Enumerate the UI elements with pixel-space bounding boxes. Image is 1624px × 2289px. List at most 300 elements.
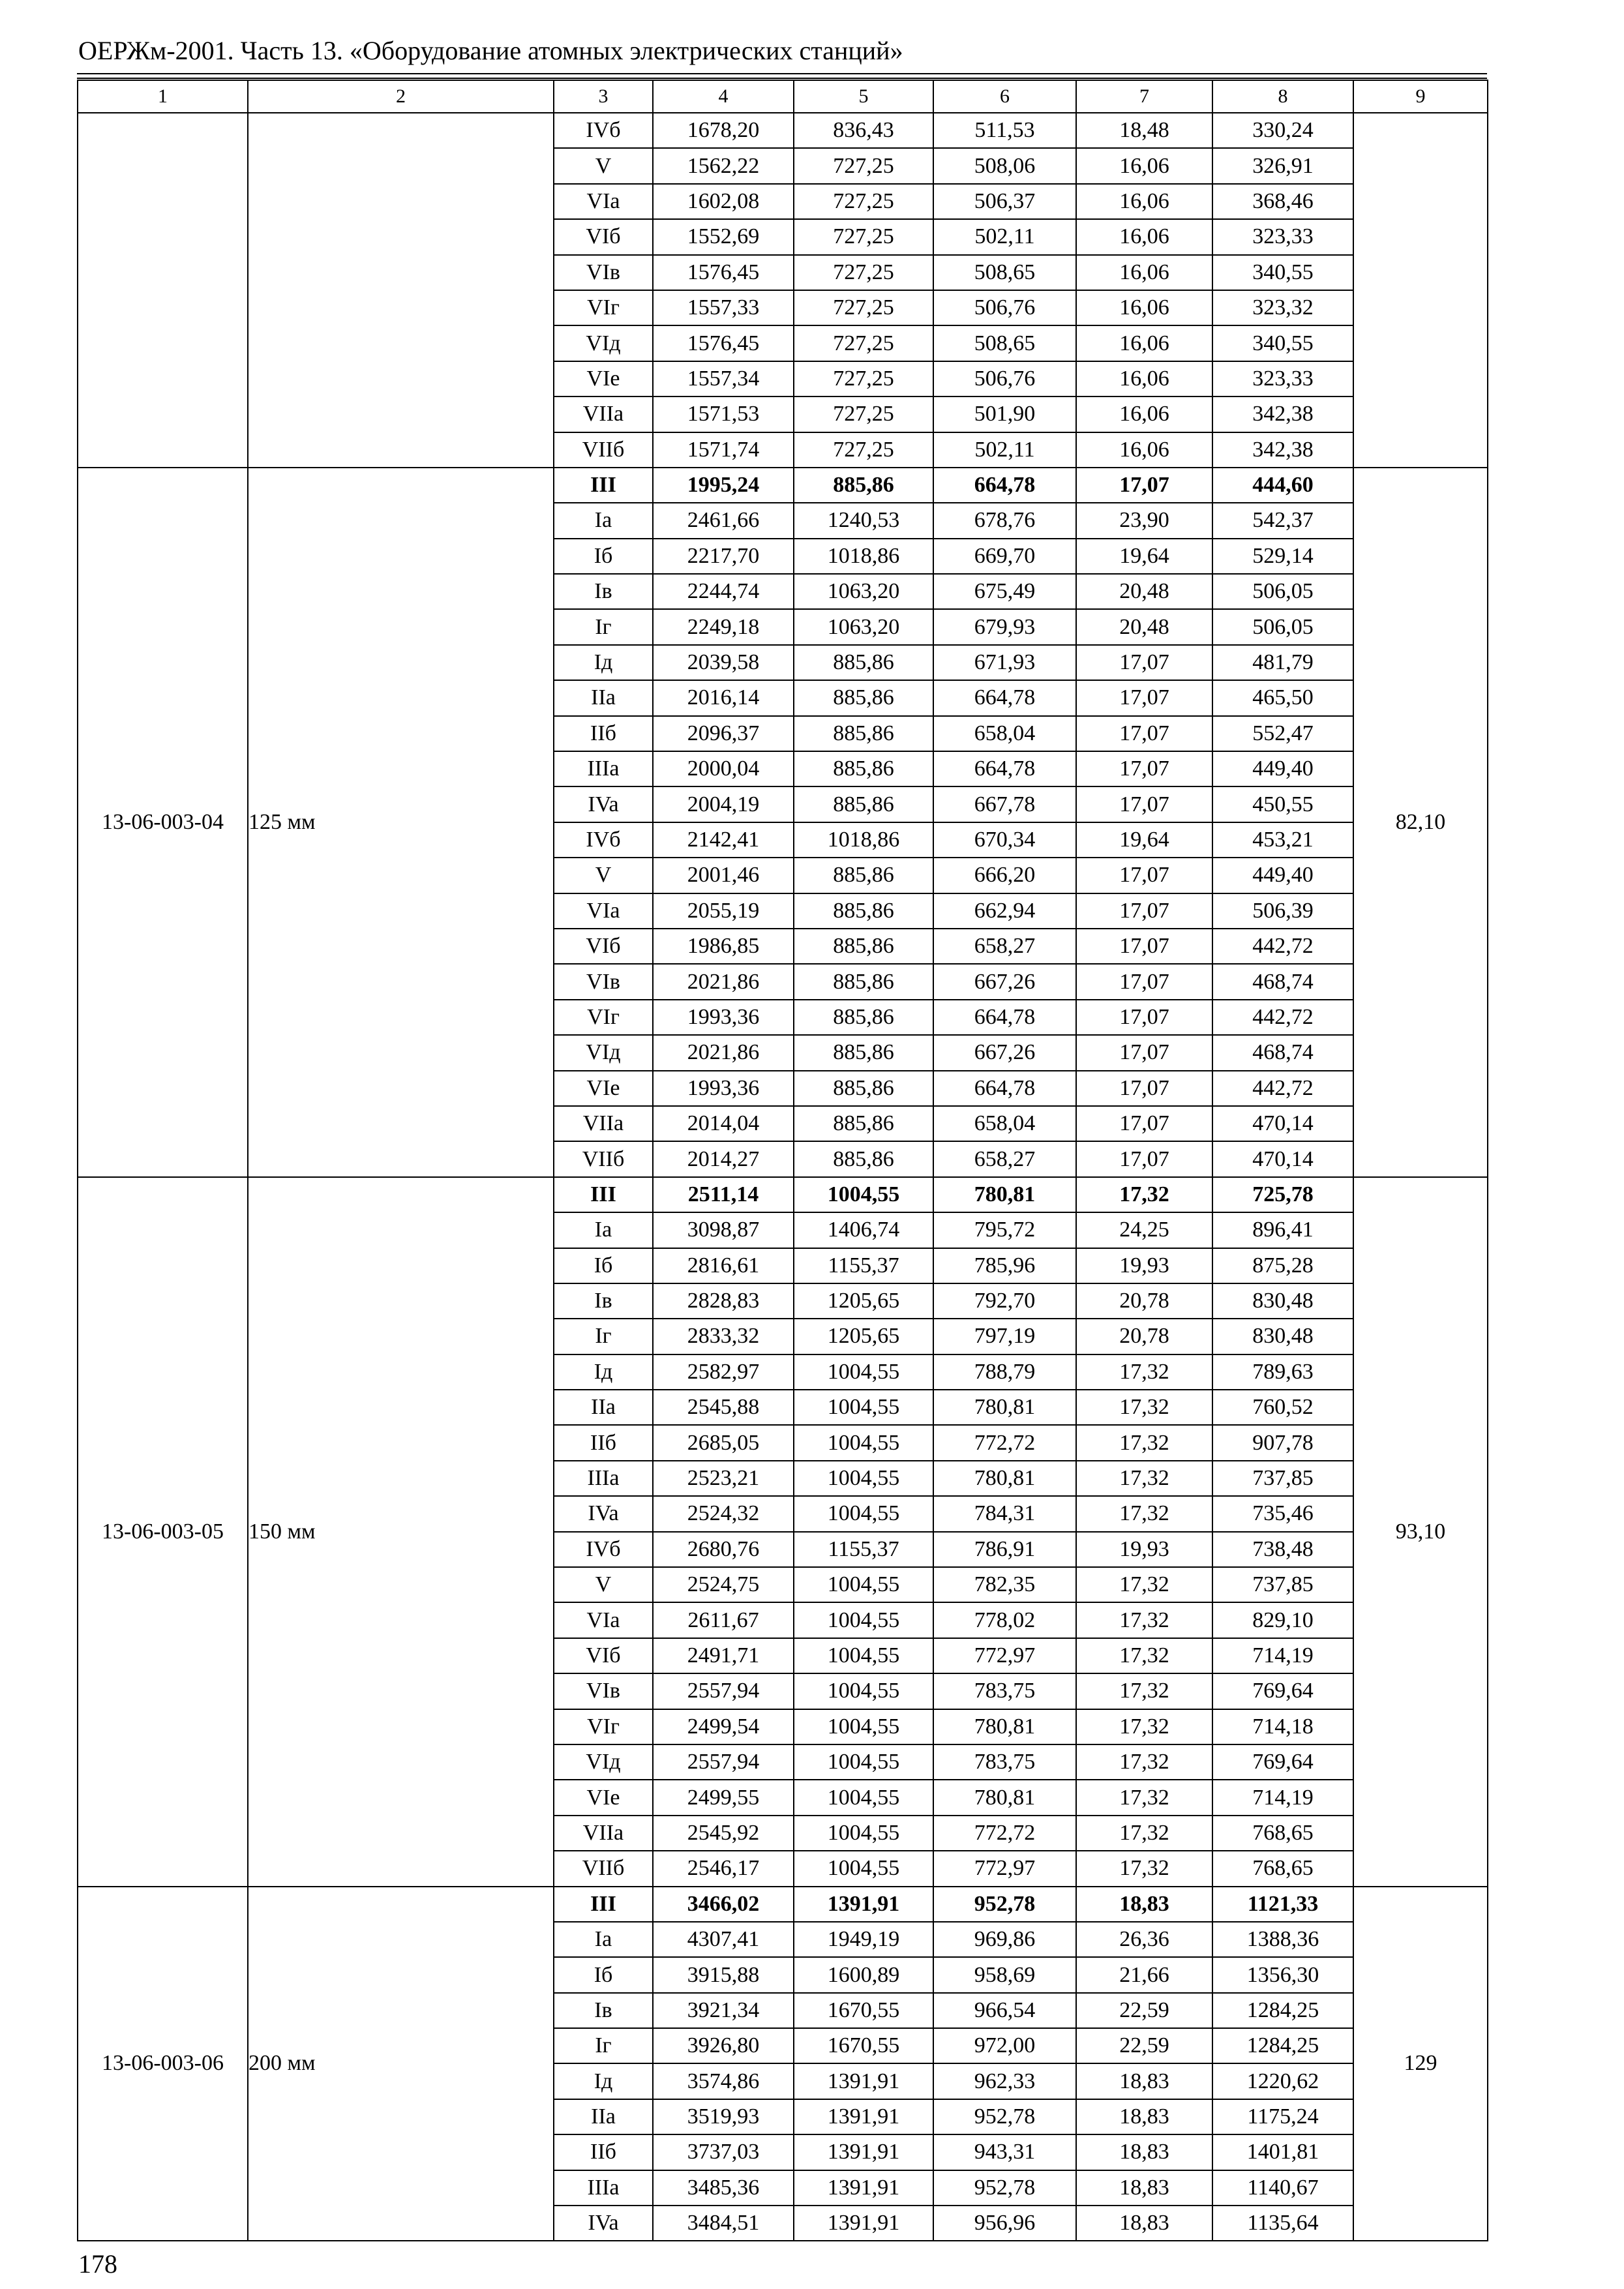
value-cell-col7: 16,06 bbox=[1076, 325, 1212, 361]
value-cell-col4: 1562,22 bbox=[653, 148, 794, 183]
value-cell-col6: 952,78 bbox=[933, 2170, 1076, 2206]
value-cell-col6: 658,04 bbox=[933, 716, 1076, 751]
value-cell-col8: 552,47 bbox=[1212, 716, 1353, 751]
value-cell-col6: 780,81 bbox=[933, 1461, 1076, 1496]
value-cell-col4: 1571,53 bbox=[653, 396, 794, 432]
value-cell-col6: 772,72 bbox=[933, 1816, 1076, 1851]
value-cell-col5: 1205,65 bbox=[794, 1319, 933, 1354]
value-cell-col7: 17,32 bbox=[1076, 1673, 1212, 1709]
zone-cell: IVб bbox=[554, 822, 653, 858]
value-cell-col8: 506,05 bbox=[1212, 574, 1353, 609]
value-cell-col4: 2545,88 bbox=[653, 1390, 794, 1425]
value-cell-col7: 17,07 bbox=[1076, 858, 1212, 893]
value-cell-col6: 772,72 bbox=[933, 1425, 1076, 1460]
value-cell-col4: 2055,19 bbox=[653, 893, 794, 929]
zone-cell: VIIa bbox=[554, 1106, 653, 1141]
value-cell-col6: 667,26 bbox=[933, 964, 1076, 999]
value-cell-col6: 671,93 bbox=[933, 645, 1076, 680]
value-cell-col7: 18,83 bbox=[1076, 2206, 1212, 2241]
value-cell-col4: 3485,36 bbox=[653, 2170, 794, 2206]
value-cell-col4: 2546,17 bbox=[653, 1851, 794, 1886]
value-cell-col5: 1391,91 bbox=[794, 2206, 933, 2241]
value-cell-col6: 506,76 bbox=[933, 290, 1076, 325]
value-cell-col8: 368,46 bbox=[1212, 184, 1353, 219]
value-cell-col4: 2685,05 bbox=[653, 1425, 794, 1460]
value-cell-col7: 17,32 bbox=[1076, 1177, 1212, 1212]
value-cell-col6: 664,78 bbox=[933, 751, 1076, 786]
value-cell-col8: 769,64 bbox=[1212, 1673, 1353, 1709]
zone-cell: IIIa bbox=[554, 751, 653, 786]
value-cell-col6: 511,53 bbox=[933, 113, 1076, 148]
value-cell-col8: 450,55 bbox=[1212, 786, 1353, 822]
zone-cell: VIe bbox=[554, 361, 653, 396]
value-cell-col7: 16,06 bbox=[1076, 432, 1212, 468]
value-cell-col4: 2016,14 bbox=[653, 680, 794, 715]
zone-cell: Iд bbox=[554, 645, 653, 680]
rate-code-cell: 13-06-003-04 bbox=[78, 468, 248, 1177]
value-cell-col6: 508,65 bbox=[933, 255, 1076, 290]
col9-value-cell: 129 bbox=[1353, 1887, 1488, 2241]
value-cell-col4: 2833,32 bbox=[653, 1319, 794, 1354]
value-cell-col8: 768,65 bbox=[1212, 1851, 1353, 1886]
value-cell-col7: 19,93 bbox=[1076, 1532, 1212, 1567]
value-cell-col7: 17,07 bbox=[1076, 645, 1212, 680]
value-cell-col7: 17,32 bbox=[1076, 1496, 1212, 1531]
zone-cell: IVб bbox=[554, 1532, 653, 1567]
value-cell-col6: 956,96 bbox=[933, 2206, 1076, 2241]
value-cell-col4: 2545,92 bbox=[653, 1816, 794, 1851]
value-cell-col7: 17,32 bbox=[1076, 1816, 1212, 1851]
zone-cell: Ia bbox=[554, 1922, 653, 1957]
value-cell-col5: 1155,37 bbox=[794, 1532, 933, 1567]
value-cell-col8: 529,14 bbox=[1212, 539, 1353, 574]
value-cell-col5: 1004,55 bbox=[794, 1638, 933, 1673]
value-cell-col6: 782,35 bbox=[933, 1567, 1076, 1602]
value-cell-col8: 449,40 bbox=[1212, 858, 1353, 893]
value-cell-col6: 664,78 bbox=[933, 468, 1076, 503]
value-cell-col5: 1240,53 bbox=[794, 503, 933, 538]
zone-cell: III bbox=[554, 468, 653, 503]
value-cell-col5: 1004,55 bbox=[794, 1709, 933, 1744]
value-cell-col5: 885,86 bbox=[794, 1071, 933, 1106]
value-cell-col8: 506,05 bbox=[1212, 609, 1353, 644]
value-cell-col6: 667,26 bbox=[933, 1035, 1076, 1070]
value-cell-col8: 442,72 bbox=[1212, 1071, 1353, 1106]
value-cell-col8: 1388,36 bbox=[1212, 1922, 1353, 1957]
value-cell-col4: 1602,08 bbox=[653, 184, 794, 219]
value-cell-col6: 670,34 bbox=[933, 822, 1076, 858]
column-number: 3 bbox=[554, 80, 653, 113]
value-cell-col7: 17,07 bbox=[1076, 751, 1212, 786]
value-cell-col6: 795,72 bbox=[933, 1212, 1076, 1248]
value-cell-col8: 789,63 bbox=[1212, 1354, 1353, 1390]
zone-cell: VIIa bbox=[554, 396, 653, 432]
zone-cell: Iв bbox=[554, 574, 653, 609]
value-cell-col8: 470,14 bbox=[1212, 1141, 1353, 1176]
value-cell-col4: 3098,87 bbox=[653, 1212, 794, 1248]
value-cell-col6: 952,78 bbox=[933, 1887, 1076, 1922]
col9-value-cell: 82,10 bbox=[1353, 468, 1488, 1177]
value-cell-col6: 783,75 bbox=[933, 1744, 1076, 1780]
zone-cell: Ia bbox=[554, 503, 653, 538]
value-cell-col8: 737,85 bbox=[1212, 1461, 1353, 1496]
zone-cell: Ia bbox=[554, 1212, 653, 1248]
value-cell-col7: 17,32 bbox=[1076, 1602, 1212, 1638]
value-cell-col8: 506,39 bbox=[1212, 893, 1353, 929]
value-cell-col7: 20,48 bbox=[1076, 574, 1212, 609]
value-cell-col4: 2524,75 bbox=[653, 1567, 794, 1602]
value-cell-col5: 1004,55 bbox=[794, 1390, 933, 1425]
value-cell-col7: 23,90 bbox=[1076, 503, 1212, 538]
value-cell-col8: 342,38 bbox=[1212, 396, 1353, 432]
value-cell-col7: 18,83 bbox=[1076, 2099, 1212, 2134]
value-cell-col8: 738,48 bbox=[1212, 1532, 1353, 1567]
zone-cell: Iг bbox=[554, 2028, 653, 2063]
value-cell-col8: 725,78 bbox=[1212, 1177, 1353, 1212]
value-cell-col7: 18,83 bbox=[1076, 2170, 1212, 2206]
value-cell-col8: 468,74 bbox=[1212, 964, 1353, 999]
document-header: ОЕРЖм-2001. Часть 13. «Оборудование атомных электрических станций» bbox=[78, 36, 903, 65]
value-cell-col4: 1576,45 bbox=[653, 255, 794, 290]
zone-cell: IIIa bbox=[554, 1461, 653, 1496]
value-cell-col7: 21,66 bbox=[1076, 1957, 1212, 1992]
value-cell-col8: 1356,30 bbox=[1212, 1957, 1353, 1992]
column-number: 5 bbox=[794, 80, 933, 113]
rate-code-cell: 13-06-003-06 bbox=[78, 1887, 248, 2241]
zone-cell: VIIa bbox=[554, 1816, 653, 1851]
value-cell-col7: 24,25 bbox=[1076, 1212, 1212, 1248]
col9-value-cell bbox=[1353, 113, 1488, 468]
value-cell-col4: 1576,45 bbox=[653, 325, 794, 361]
value-cell-col6: 664,78 bbox=[933, 680, 1076, 715]
page-number: 178 bbox=[78, 2249, 117, 2279]
value-cell-col4: 2499,54 bbox=[653, 1709, 794, 1744]
value-cell-col4: 2828,83 bbox=[653, 1283, 794, 1319]
rate-name-cell: 125 мм bbox=[248, 468, 554, 1177]
value-cell-col5: 836,43 bbox=[794, 113, 933, 148]
value-cell-col5: 885,86 bbox=[794, 1141, 933, 1176]
value-cell-col5: 1018,86 bbox=[794, 822, 933, 858]
zone-cell: IVa bbox=[554, 786, 653, 822]
value-cell-col8: 768,65 bbox=[1212, 1816, 1353, 1851]
value-cell-col7: 17,07 bbox=[1076, 468, 1212, 503]
zone-cell: Iг bbox=[554, 609, 653, 644]
value-cell-col4: 2021,86 bbox=[653, 1035, 794, 1070]
value-cell-col5: 1391,91 bbox=[794, 2170, 933, 2206]
value-cell-col5: 1004,55 bbox=[794, 1816, 933, 1851]
value-cell-col6: 666,20 bbox=[933, 858, 1076, 893]
value-cell-col8: 737,85 bbox=[1212, 1567, 1353, 1602]
column-number: 6 bbox=[933, 80, 1076, 113]
value-cell-col8: 542,37 bbox=[1212, 503, 1353, 538]
value-cell-col5: 1004,55 bbox=[794, 1851, 933, 1886]
zone-cell: IVб bbox=[554, 113, 653, 148]
value-cell-col7: 16,06 bbox=[1076, 290, 1212, 325]
value-cell-col4: 2557,94 bbox=[653, 1673, 794, 1709]
value-cell-col8: 340,55 bbox=[1212, 255, 1353, 290]
zone-cell: IIIa bbox=[554, 2170, 653, 2206]
zone-cell: III bbox=[554, 1887, 653, 1922]
value-cell-col5: 1670,55 bbox=[794, 1993, 933, 2028]
column-number-row bbox=[78, 80, 1488, 113]
value-cell-col8: 323,33 bbox=[1212, 219, 1353, 254]
column-number: 7 bbox=[1076, 80, 1212, 113]
value-cell-col5: 1063,20 bbox=[794, 609, 933, 644]
value-cell-col6: 658,04 bbox=[933, 1106, 1076, 1141]
value-cell-col7: 17,07 bbox=[1076, 1141, 1212, 1176]
value-cell-col4: 2000,04 bbox=[653, 751, 794, 786]
value-cell-col5: 727,25 bbox=[794, 148, 933, 183]
value-cell-col4: 2004,19 bbox=[653, 786, 794, 822]
value-cell-col4: 3921,34 bbox=[653, 1993, 794, 2028]
zone-cell: Iв bbox=[554, 1993, 653, 2028]
value-cell-col8: 468,74 bbox=[1212, 1035, 1353, 1070]
value-cell-col4: 2461,66 bbox=[653, 503, 794, 538]
value-cell-col7: 17,32 bbox=[1076, 1354, 1212, 1390]
zone-cell: VIIб bbox=[554, 432, 653, 468]
value-cell-col7: 17,07 bbox=[1076, 680, 1212, 715]
value-cell-col7: 17,32 bbox=[1076, 1744, 1212, 1780]
value-cell-col4: 1552,69 bbox=[653, 219, 794, 254]
value-cell-col8: 830,48 bbox=[1212, 1283, 1353, 1319]
zone-cell: VIв bbox=[554, 964, 653, 999]
value-cell-col5: 1004,55 bbox=[794, 1567, 933, 1602]
value-cell-col5: 1018,86 bbox=[794, 539, 933, 574]
value-cell-col7: 18,83 bbox=[1076, 1887, 1212, 1922]
value-cell-col5: 885,86 bbox=[794, 716, 933, 751]
value-cell-col8: 1220,62 bbox=[1212, 2063, 1353, 2099]
value-cell-col6: 662,94 bbox=[933, 893, 1076, 929]
value-cell-col6: 772,97 bbox=[933, 1851, 1076, 1886]
value-cell-col8: 875,28 bbox=[1212, 1248, 1353, 1283]
value-cell-col8: 1135,64 bbox=[1212, 2206, 1353, 2241]
value-cell-col7: 20,78 bbox=[1076, 1283, 1212, 1319]
value-cell-col8: 442,72 bbox=[1212, 1000, 1353, 1035]
value-cell-col5: 727,25 bbox=[794, 255, 933, 290]
zone-cell: VIг bbox=[554, 1000, 653, 1035]
value-cell-col6: 678,76 bbox=[933, 503, 1076, 538]
value-cell-col8: 714,19 bbox=[1212, 1780, 1353, 1815]
value-cell-col6: 780,81 bbox=[933, 1390, 1076, 1425]
value-cell-col7: 17,07 bbox=[1076, 1071, 1212, 1106]
value-cell-col7: 19,93 bbox=[1076, 1248, 1212, 1283]
value-cell-col4: 1995,24 bbox=[653, 468, 794, 503]
value-cell-col8: 453,21 bbox=[1212, 822, 1353, 858]
value-cell-col6: 792,70 bbox=[933, 1283, 1076, 1319]
value-cell-col7: 17,32 bbox=[1076, 1567, 1212, 1602]
value-cell-col5: 1004,55 bbox=[794, 1602, 933, 1638]
value-cell-col4: 1986,85 bbox=[653, 929, 794, 964]
value-cell-col6: 506,37 bbox=[933, 184, 1076, 219]
value-cell-col4: 2001,46 bbox=[653, 858, 794, 893]
value-cell-col7: 20,78 bbox=[1076, 1319, 1212, 1354]
value-cell-col6: 658,27 bbox=[933, 1141, 1076, 1176]
zone-cell: IIб bbox=[554, 716, 653, 751]
value-cell-col8: 760,52 bbox=[1212, 1390, 1353, 1425]
rate-name-cell bbox=[248, 113, 554, 468]
zone-cell: VIб bbox=[554, 219, 653, 254]
value-cell-col5: 1004,55 bbox=[794, 1461, 933, 1496]
value-cell-col4: 2096,37 bbox=[653, 716, 794, 751]
value-cell-col7: 17,32 bbox=[1076, 1709, 1212, 1744]
value-cell-col7: 17,32 bbox=[1076, 1390, 1212, 1425]
zone-cell: V bbox=[554, 1567, 653, 1602]
value-cell-col8: 1284,25 bbox=[1212, 1993, 1353, 2028]
value-cell-col4: 3519,93 bbox=[653, 2099, 794, 2134]
value-cell-col7: 17,07 bbox=[1076, 893, 1212, 929]
value-cell-col6: 969,86 bbox=[933, 1922, 1076, 1957]
value-cell-col6: 780,81 bbox=[933, 1780, 1076, 1815]
zone-cell: VIв bbox=[554, 1673, 653, 1709]
zone-cell: Iд bbox=[554, 2063, 653, 2099]
zone-cell: Iг bbox=[554, 1319, 653, 1354]
rate-code-cell: 13-06-003-05 bbox=[78, 1177, 248, 1887]
zone-cell: VIд bbox=[554, 1744, 653, 1780]
value-cell-col7: 18,83 bbox=[1076, 2134, 1212, 2170]
zone-cell: IIб bbox=[554, 2134, 653, 2170]
value-cell-col5: 885,86 bbox=[794, 964, 933, 999]
value-cell-col7: 16,06 bbox=[1076, 148, 1212, 183]
value-cell-col7: 26,36 bbox=[1076, 1922, 1212, 1957]
value-cell-col6: 952,78 bbox=[933, 2099, 1076, 2134]
zone-cell: V bbox=[554, 858, 653, 893]
value-cell-col8: 481,79 bbox=[1212, 645, 1353, 680]
zone-cell: VIг bbox=[554, 290, 653, 325]
value-cell-col5: 727,25 bbox=[794, 361, 933, 396]
value-cell-col5: 727,25 bbox=[794, 290, 933, 325]
value-cell-col6: 502,11 bbox=[933, 219, 1076, 254]
table-row bbox=[78, 1887, 1488, 1922]
zone-cell: Iб bbox=[554, 1957, 653, 1992]
value-cell-col5: 885,86 bbox=[794, 680, 933, 715]
column-number: 4 bbox=[653, 80, 794, 113]
value-cell-col4: 4307,41 bbox=[653, 1922, 794, 1957]
value-cell-col5: 1004,55 bbox=[794, 1673, 933, 1709]
value-cell-col6: 786,91 bbox=[933, 1532, 1076, 1567]
value-cell-col6: 664,78 bbox=[933, 1071, 1076, 1106]
value-cell-col4: 2611,67 bbox=[653, 1602, 794, 1638]
value-cell-col7: 17,32 bbox=[1076, 1780, 1212, 1815]
zone-cell: IIб bbox=[554, 1425, 653, 1460]
rates-table bbox=[77, 80, 1488, 2241]
value-cell-col4: 3574,86 bbox=[653, 2063, 794, 2099]
value-cell-col5: 1063,20 bbox=[794, 574, 933, 609]
value-cell-col4: 1557,34 bbox=[653, 361, 794, 396]
value-cell-col8: 470,14 bbox=[1212, 1106, 1353, 1141]
value-cell-col5: 727,25 bbox=[794, 432, 933, 468]
zone-cell: III bbox=[554, 1177, 653, 1212]
zone-cell: VIe bbox=[554, 1780, 653, 1815]
value-cell-col7: 17,32 bbox=[1076, 1461, 1212, 1496]
value-cell-col5: 885,86 bbox=[794, 468, 933, 503]
value-cell-col8: 1140,67 bbox=[1212, 2170, 1353, 2206]
zone-cell: IIa bbox=[554, 680, 653, 715]
zone-cell: VIв bbox=[554, 255, 653, 290]
value-cell-col4: 1993,36 bbox=[653, 1071, 794, 1106]
value-cell-col6: 780,81 bbox=[933, 1709, 1076, 1744]
value-cell-col8: 830,48 bbox=[1212, 1319, 1353, 1354]
value-cell-col5: 885,86 bbox=[794, 893, 933, 929]
value-cell-col5: 1391,91 bbox=[794, 2063, 933, 2099]
value-cell-col8: 1284,25 bbox=[1212, 2028, 1353, 2063]
table-row bbox=[78, 1177, 1488, 1212]
value-cell-col7: 18,48 bbox=[1076, 113, 1212, 148]
value-cell-col8: 769,64 bbox=[1212, 1744, 1353, 1780]
value-cell-col4: 1678,20 bbox=[653, 113, 794, 148]
value-cell-col5: 885,86 bbox=[794, 929, 933, 964]
value-cell-col4: 2524,32 bbox=[653, 1496, 794, 1531]
value-cell-col7: 17,07 bbox=[1076, 786, 1212, 822]
value-cell-col6: 943,31 bbox=[933, 2134, 1076, 2170]
value-cell-col7: 17,32 bbox=[1076, 1851, 1212, 1886]
value-cell-col8: 342,38 bbox=[1212, 432, 1353, 468]
value-cell-col5: 885,86 bbox=[794, 751, 933, 786]
value-cell-col5: 1004,55 bbox=[794, 1425, 933, 1460]
value-cell-col4: 2523,21 bbox=[653, 1461, 794, 1496]
header-rule-bottom bbox=[77, 78, 1487, 79]
column-number: 8 bbox=[1212, 80, 1353, 113]
value-cell-col8: 323,32 bbox=[1212, 290, 1353, 325]
zone-cell: VIa bbox=[554, 893, 653, 929]
zone-cell: VIб bbox=[554, 1638, 653, 1673]
value-cell-col8: 1121,33 bbox=[1212, 1887, 1353, 1922]
value-cell-col5: 1670,55 bbox=[794, 2028, 933, 2063]
value-cell-col8: 896,41 bbox=[1212, 1212, 1353, 1248]
value-cell-col6: 797,19 bbox=[933, 1319, 1076, 1354]
value-cell-col5: 1004,55 bbox=[794, 1496, 933, 1531]
value-cell-col5: 1391,91 bbox=[794, 1887, 933, 1922]
value-cell-col6: 502,11 bbox=[933, 432, 1076, 468]
value-cell-col8: 1401,81 bbox=[1212, 2134, 1353, 2170]
value-cell-col6: 778,02 bbox=[933, 1602, 1076, 1638]
value-cell-col4: 2511,14 bbox=[653, 1177, 794, 1212]
value-cell-col7: 16,06 bbox=[1076, 361, 1212, 396]
value-cell-col4: 2491,71 bbox=[653, 1638, 794, 1673]
zone-cell: VIIб bbox=[554, 1141, 653, 1176]
value-cell-col6: 675,49 bbox=[933, 574, 1076, 609]
value-cell-col5: 1391,91 bbox=[794, 2099, 933, 2134]
zone-cell: IVa bbox=[554, 1496, 653, 1531]
rate-name-cell: 150 мм bbox=[248, 1177, 554, 1887]
value-cell-col7: 19,64 bbox=[1076, 539, 1212, 574]
value-cell-col4: 2142,41 bbox=[653, 822, 794, 858]
value-cell-col5: 1004,55 bbox=[794, 1780, 933, 1815]
value-cell-col8: 829,10 bbox=[1212, 1602, 1353, 1638]
value-cell-col7: 17,07 bbox=[1076, 1035, 1212, 1070]
value-cell-col6: 966,54 bbox=[933, 1993, 1076, 2028]
value-cell-col5: 885,86 bbox=[794, 786, 933, 822]
zone-cell: VIд bbox=[554, 1035, 653, 1070]
value-cell-col5: 885,86 bbox=[794, 645, 933, 680]
zone-cell: IIa bbox=[554, 2099, 653, 2134]
rate-name-cell: 200 мм bbox=[248, 1887, 554, 2241]
value-cell-col4: 2816,61 bbox=[653, 1248, 794, 1283]
value-cell-col6: 508,65 bbox=[933, 325, 1076, 361]
value-cell-col6: 658,27 bbox=[933, 929, 1076, 964]
value-cell-col8: 330,24 bbox=[1212, 113, 1353, 148]
value-cell-col8: 444,60 bbox=[1212, 468, 1353, 503]
value-cell-col6: 508,06 bbox=[933, 148, 1076, 183]
value-cell-col4: 2499,55 bbox=[653, 1780, 794, 1815]
value-cell-col6: 679,93 bbox=[933, 609, 1076, 644]
value-cell-col4: 2244,74 bbox=[653, 574, 794, 609]
value-cell-col6: 958,69 bbox=[933, 1957, 1076, 1992]
value-cell-col4: 2014,27 bbox=[653, 1141, 794, 1176]
value-cell-col6: 972,00 bbox=[933, 2028, 1076, 2063]
value-cell-col7: 22,59 bbox=[1076, 2028, 1212, 2063]
value-cell-col6: 783,75 bbox=[933, 1673, 1076, 1709]
value-cell-col4: 2249,18 bbox=[653, 609, 794, 644]
